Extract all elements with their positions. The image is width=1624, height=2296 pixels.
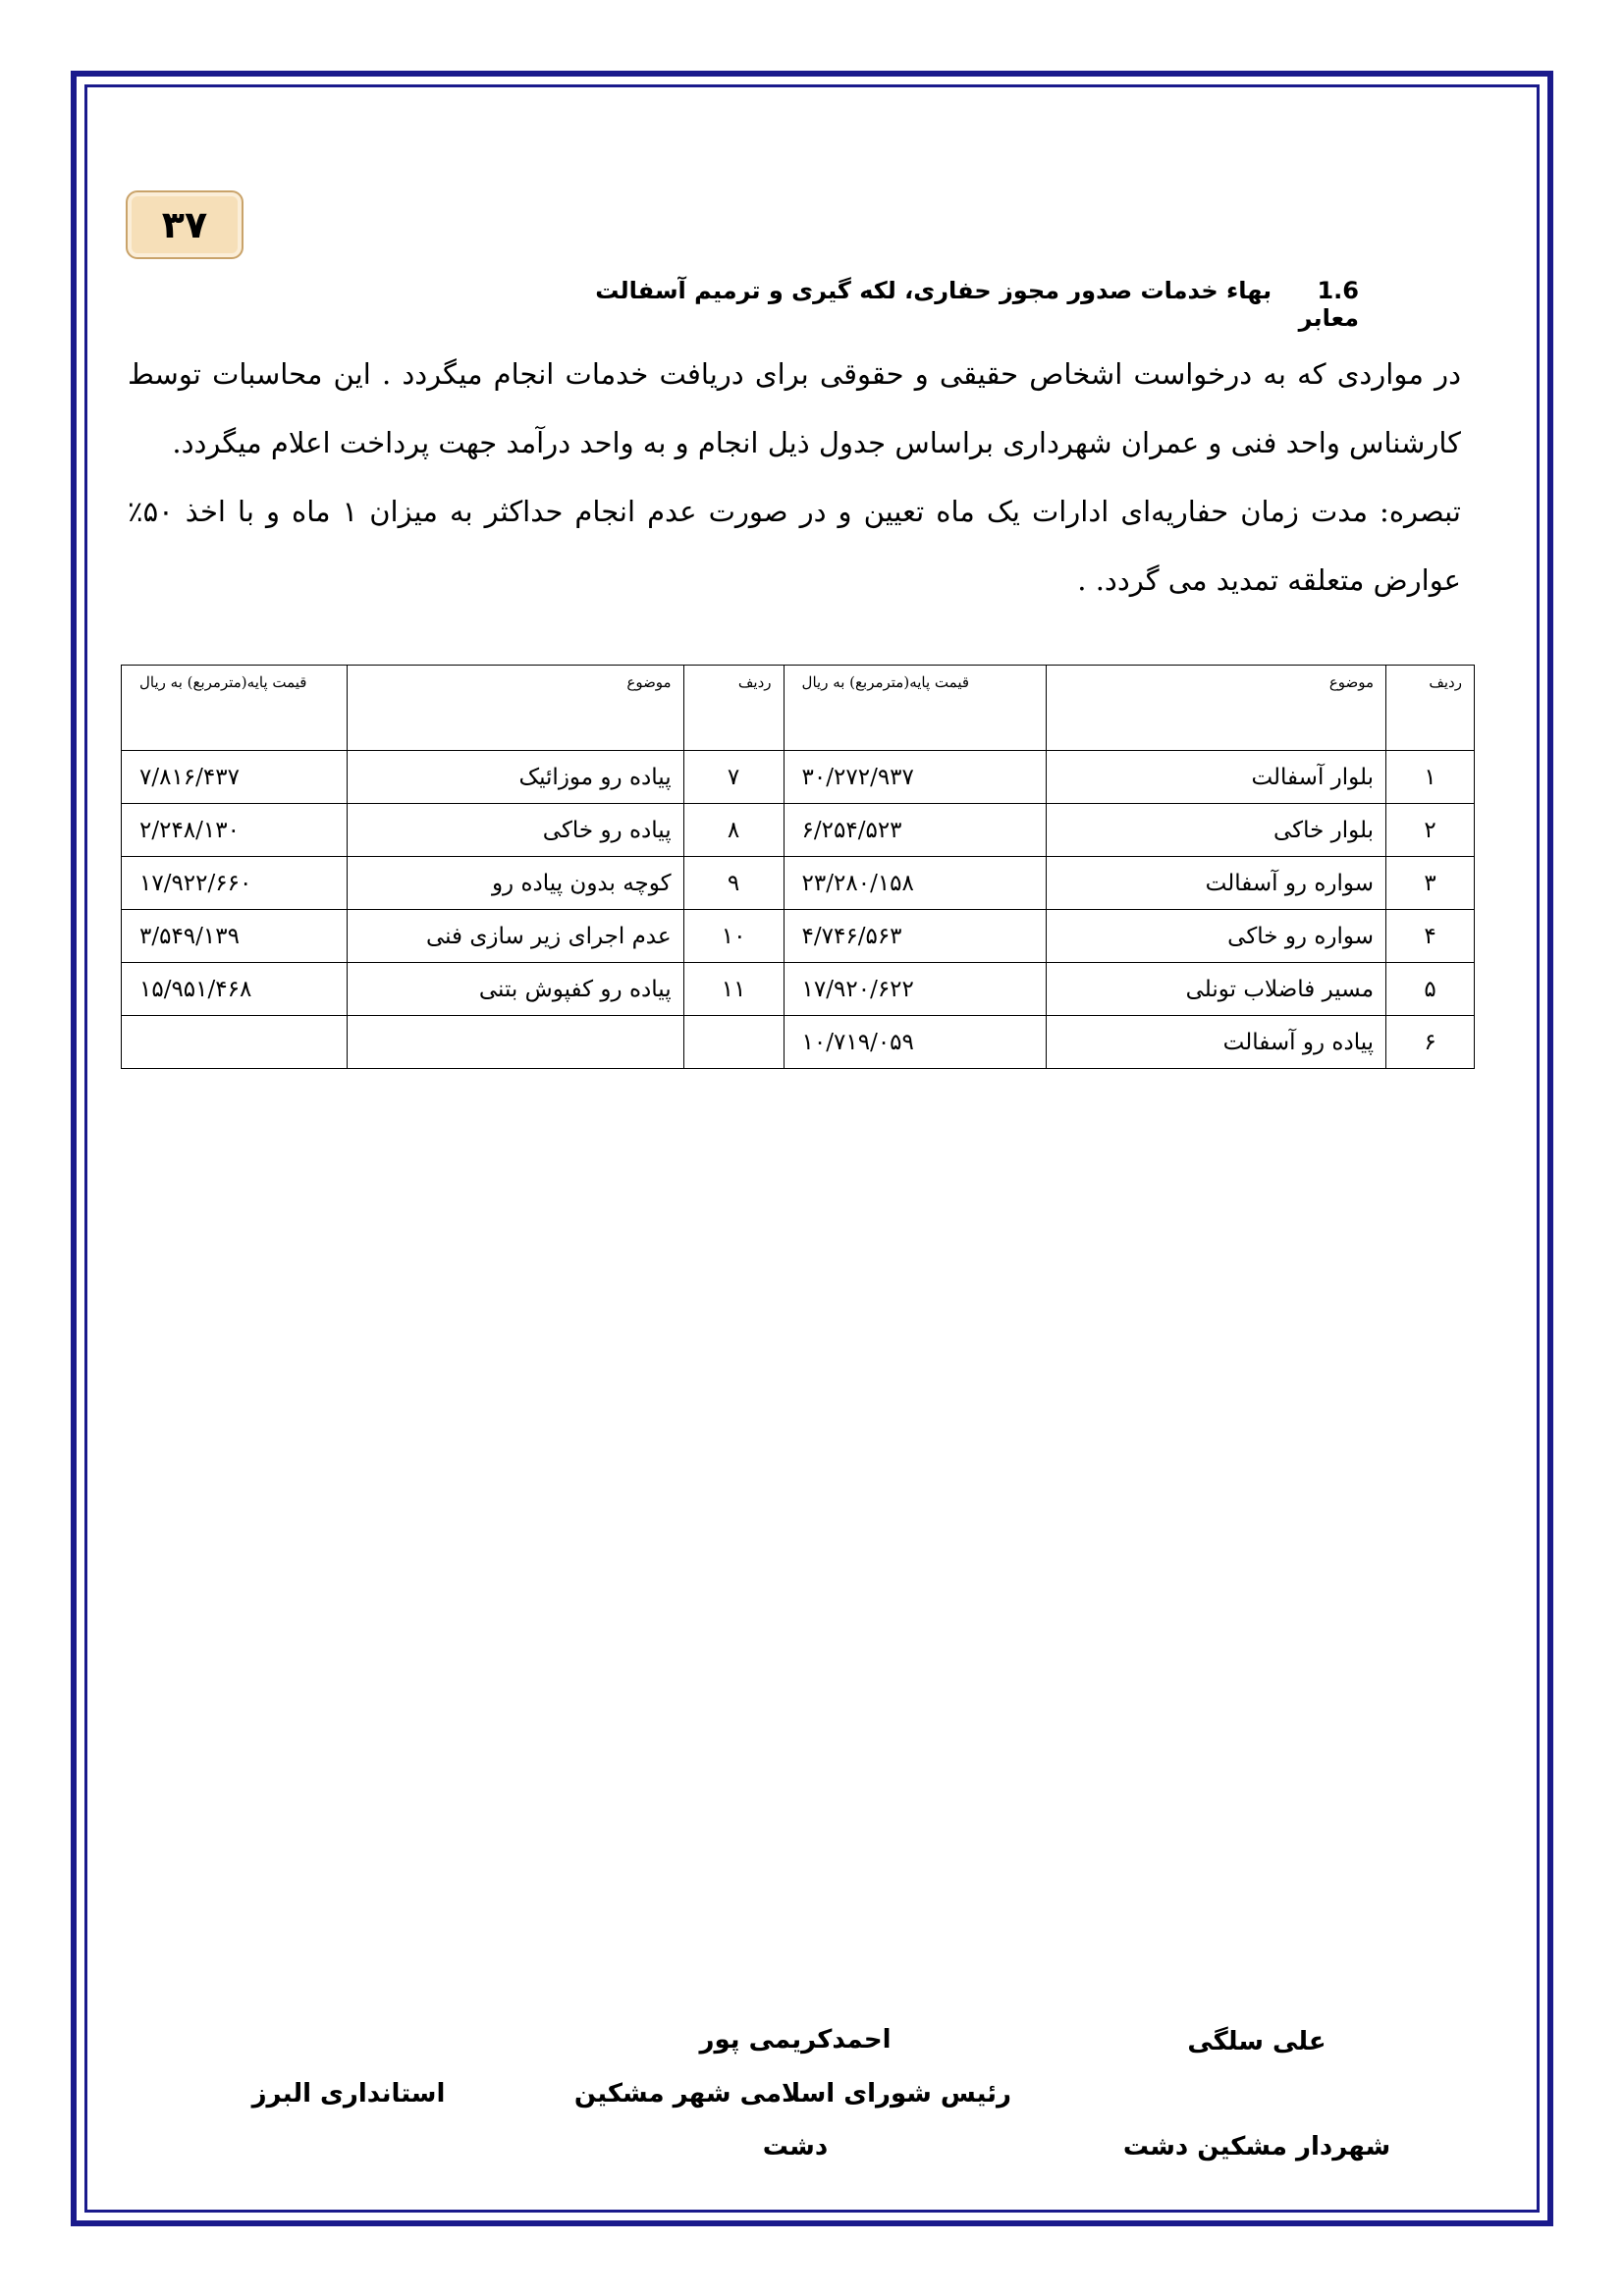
header-price: قیمت پایه(مترمربع) به ریال <box>122 666 348 751</box>
mayor-name: علی سلگی <box>1187 2027 1326 2056</box>
row-price: ۱۰/۷۱۹/۰۵۹ <box>784 1016 1047 1069</box>
row-number: ۲ <box>1386 804 1475 857</box>
body-text <box>128 340 1461 614</box>
row-number: ۹ <box>683 857 784 910</box>
row-subject: پیاده رو کفپوش بتنی <box>347 963 683 1016</box>
row-price: ۴/۷۴۶/۵۶۳ <box>784 910 1047 963</box>
row-number: ۸ <box>683 804 784 857</box>
row-number: ۱ <box>1386 751 1475 804</box>
row-subject: سواره رو آسفالت <box>1047 857 1386 910</box>
row-subject: بلوار آسفالت <box>1047 751 1386 804</box>
header-subject: موضوع <box>347 666 683 751</box>
row-price: ۳/۵۴۹/۱۳۹ <box>122 910 348 963</box>
row-subject: مسیر فاضلاب تونلی <box>1047 963 1386 1016</box>
row-price: ۱۵/۹۵۱/۴۶۸ <box>122 963 348 1016</box>
row-number: ۳ <box>1386 857 1475 910</box>
row-number: ۶ <box>1386 1016 1475 1069</box>
table-row <box>122 751 1475 804</box>
row-subject: سواره رو خاکی <box>1047 910 1386 963</box>
row-subject: عدم اجرای زیر سازی فنی <box>347 910 683 963</box>
row-price: ۷/۸۱۶/۴۳۷ <box>122 751 348 804</box>
table-row <box>122 963 1475 1016</box>
header-row-number: ردیف <box>1386 666 1475 751</box>
mayor-title: شهردار مشکین دشت <box>1122 2132 1391 2162</box>
table-row <box>122 804 1475 857</box>
section-number: 1.6 <box>1317 277 1359 304</box>
row-number: ۷ <box>683 751 784 804</box>
row-number <box>683 1016 784 1069</box>
row-price: ۶/۲۵۴/۵۲۳ <box>784 804 1047 857</box>
row-price: ۲/۲۴۸/۱۳۰ <box>122 804 348 857</box>
row-subject: پیاده رو آسفالت <box>1047 1016 1386 1069</box>
council-head-name: احمدکریمی پور <box>699 2025 892 2055</box>
row-price: ۳۰/۲۷۲/۹۳۷ <box>784 751 1047 804</box>
header-price: قیمت پایه(مترمربع) به ریال <box>784 666 1047 751</box>
row-subject: کوچه بدون پیاده رو <box>347 857 683 910</box>
row-price <box>122 1016 348 1069</box>
section-title: بهاء خدمات صدور مجوز حفاری، لکه گیری و ترمیم آسفالت معابر <box>595 277 1359 332</box>
row-subject: بلوار خاکی <box>1047 804 1386 857</box>
intro-paragraph: در مواردی که به درخواست اشخاص حقیقی و حقوقی برای دریافت خدمات انجام میگردد . این محاسبات توسط کارشناس واحد فنی و عمران شهرداری براساس جدول ذیل انجام و به واحد درآمد جهت پرداخت اعلام میگردد. <box>128 357 1461 459</box>
row-price: ۱۷/۹۲۲/۶۶۰ <box>122 857 348 910</box>
row-price: ۲۳/۲۸۰/۱۵۸ <box>784 857 1047 910</box>
row-subject <box>347 1016 683 1069</box>
page-number-badge <box>126 190 244 259</box>
governorate-label: استانداری البرز <box>251 2079 446 2109</box>
row-price: ۱۷/۹۲۰/۶۲۲ <box>784 963 1047 1016</box>
row-number: ۱۱ <box>683 963 784 1016</box>
fee-table <box>121 665 1475 1069</box>
row-number: ۴ <box>1386 910 1475 963</box>
row-number: ۵ <box>1386 963 1475 1016</box>
note-paragraph: تبصره: مدت زمان حفاریه‌ای ادارات یک ماه تعیین و در صورت عدم انجام حداکثر به میزان ۱ ماه و با اخذ ۵۰٪ عوارض متعلقه تمدید می گردد. . <box>128 495 1461 597</box>
table-row <box>122 1016 1475 1069</box>
council-head-title-line2: دشت <box>762 2132 829 2162</box>
table-header-row <box>122 666 1475 751</box>
row-number: ۱۰ <box>683 910 784 963</box>
table-row <box>122 910 1475 963</box>
row-subject: پیاده رو خاکی <box>347 804 683 857</box>
row-subject: پیاده رو موزائیک <box>347 751 683 804</box>
header-subject: موضوع <box>1047 666 1386 751</box>
page-number: ۳۷ <box>161 203 208 246</box>
council-head-title: رئیس شورای اسلامی شهر مشکین <box>573 2079 1011 2109</box>
table-row <box>122 857 1475 910</box>
section-heading <box>573 277 1359 332</box>
header-row-number: ردیف <box>683 666 784 751</box>
